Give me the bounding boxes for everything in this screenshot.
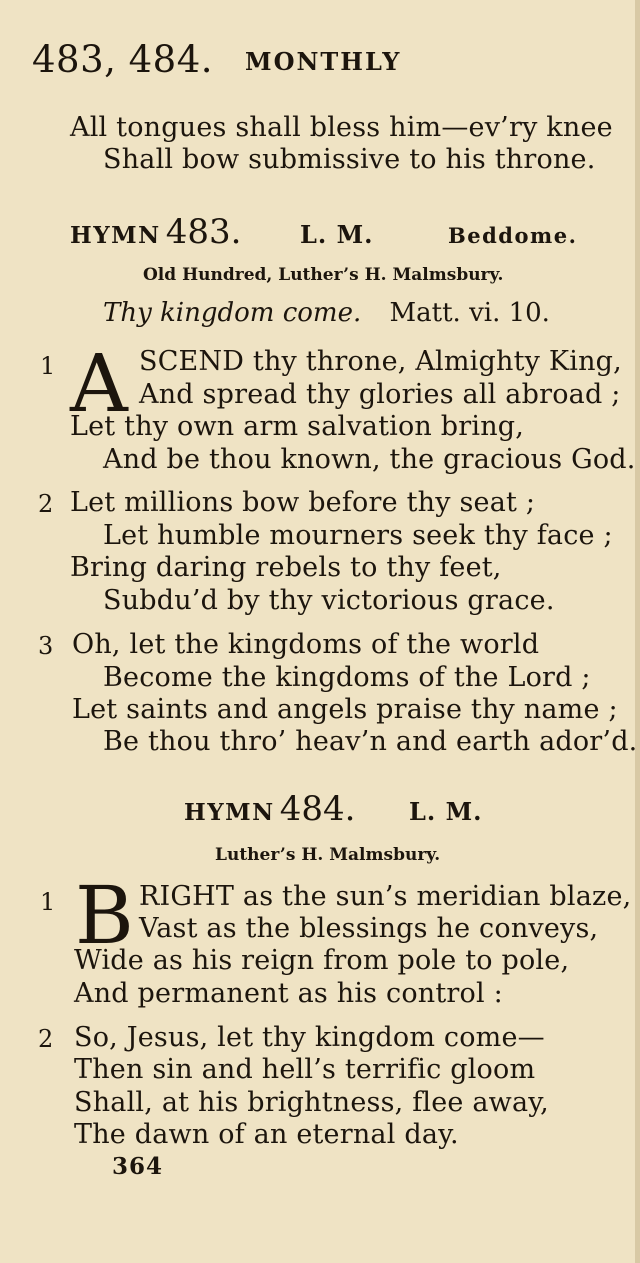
verse-number: 1 [40, 888, 56, 916]
hymn-483-heading [70, 212, 241, 252]
verse-line: Bring daring rebels to thy feet, [70, 552, 502, 583]
verse-number: 1 [40, 352, 56, 380]
verse-line: And be thou known, the gracious God. [103, 444, 636, 475]
prev-hymn-line: All tongues shall bless him—ev’ry knee [70, 112, 613, 143]
verse-line: So, Jesus, let thy kingdom come— [74, 1022, 545, 1053]
hymn-484-tunes: Luther’s H. Malmsbury. [215, 845, 441, 865]
verse-line: Then sin and hell’s terrific gloom [74, 1054, 536, 1085]
hymn-483-reference: Matt. vi. 10. [389, 298, 550, 328]
page-number: 364 [112, 1153, 164, 1180]
hymn-484-heading [184, 789, 355, 829]
verse-line: Let thy own arm salvation bring, [70, 411, 525, 442]
verse-line: SCEND thy throne, Almighty King, [139, 346, 622, 377]
verse-line: Let humble mourners seek thy face ; [103, 520, 613, 551]
verse-number: 2 [38, 1025, 54, 1053]
hymn-number: 483. [165, 212, 242, 252]
verse-line: Vast as the blessings he conveys, [139, 913, 599, 944]
hymn-483-theme: Thy kingdom come. [103, 298, 362, 328]
verse-line: RIGHT as the sun’s meridian blaze, [139, 881, 632, 912]
verse-number: 2 [38, 490, 54, 518]
verse-line: Be thou thro’ heav’n and earth ador’d. [103, 726, 638, 757]
page-edge [635, 0, 640, 1263]
verse-line: Subdu’d by thy victorious grace. [103, 585, 555, 616]
verse-line: And permanent as his control : [74, 978, 503, 1009]
hymn-label: HYMN [70, 222, 161, 249]
hymn-483-tunes: Old Hundred, Luther’s H. Malmsbury. [143, 265, 504, 285]
verse-line: Shall, at his brightness, flee away, [74, 1087, 549, 1118]
verse-line: And spread thy glories all abroad ; [139, 379, 621, 410]
verse-number: 3 [38, 632, 54, 660]
drop-cap: B [75, 869, 134, 962]
verse-line: Oh, let the kingdoms of the world [72, 629, 540, 660]
drop-cap: A [70, 337, 128, 430]
verse-line: Let millions bow before thy seat ; [70, 487, 536, 518]
hymn-483-meter: L. M. [300, 220, 374, 249]
verse-line: Wide as his reign from pole to pole, [74, 945, 570, 976]
verse-line: Become the kingdoms of the Lord ; [103, 662, 591, 693]
hymn-number: 484. [279, 789, 356, 829]
verse-line: The dawn of an eternal day. [74, 1119, 459, 1150]
hymn-label: HYMN [184, 799, 275, 826]
running-title: MONTHLY [245, 47, 402, 76]
hymn-483-author: Beddome. [448, 223, 578, 248]
verse-line: Let saints and angels praise thy name ; [72, 694, 618, 725]
hymn-484-meter: L. M. [409, 797, 483, 826]
hymn-483-motto [103, 298, 550, 328]
prev-hymn-line: Shall bow submissive to his throne. [103, 144, 596, 175]
header-hymn-numbers: 483, 484. [32, 38, 214, 81]
